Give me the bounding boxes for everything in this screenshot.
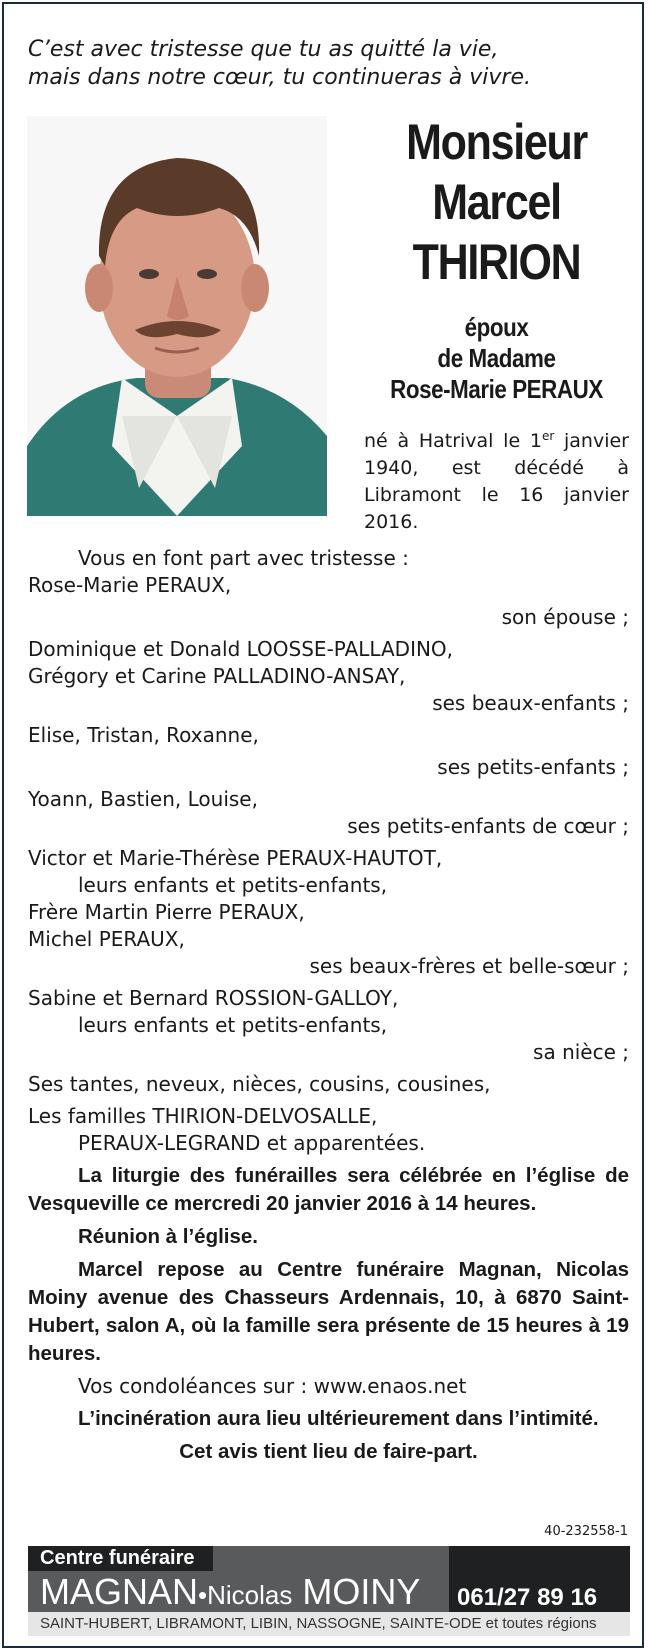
family-line: Yoann, Bastien, Louise, <box>28 787 258 811</box>
relation-line: ses beaux-frères et belle-sœur ; <box>309 954 629 978</box>
obituary-card <box>2 2 644 1648</box>
opening-quote <box>28 36 628 92</box>
meeting-text: Réunion à l’église. <box>78 1225 258 1248</box>
family-line: Elise, Tristan, Roxanne, <box>28 723 259 747</box>
reference-number: 40-232558-1 <box>544 1524 628 1539</box>
family-line: Grégory et Carine PALLADINO-ANSAY, <box>28 664 406 688</box>
relation-line: sa nièce ; <box>533 1040 629 1064</box>
announcement-body <box>28 545 629 1466</box>
spouse-block <box>370 312 624 405</box>
ordinal-suffix: er <box>541 429 555 443</box>
family-line: Michel PERAUX, <box>28 927 185 951</box>
funeral-home-banner <box>28 1546 630 1636</box>
funeral-home-label: Centre funéraire <box>28 1546 213 1571</box>
family-line: leurs enfants et petits-enfants, <box>78 873 388 897</box>
phone-number: 061/27 89 16 <box>457 1584 598 1611</box>
repose-text: Marcel repose au Centre funéraire Magnan, Nicolas Moiny avenue des Chasseurs Ardennais, 10, à 6870 Saint-Hubert, salon A, où la famille sera présente de 15 heures à 19 heures. <box>28 1258 629 1365</box>
deceased-name <box>370 112 624 292</box>
family-line: PERAUX-LEGRAND et apparentées. <box>78 1131 426 1155</box>
birth-death-text <box>364 428 629 536</box>
title-last-name: THIRION <box>412 234 581 290</box>
service-regions: SAINT-HUBERT, LIBRAMONT, LIBIN, NASSOGNE, SAINTE-ODE et toutes régions <box>28 1612 630 1636</box>
notice-text: Cet avis tient lieu de faire-part. <box>179 1440 478 1463</box>
quote-line: mais dans notre cœur, tu continueras à vivre. <box>28 65 531 90</box>
family-line: Ses tantes, neveux, nièces, cousins, cousines, <box>28 1072 491 1096</box>
relation-line: ses petits-enfants ; <box>437 755 629 779</box>
family-line: Dominique et Donald LOOSSE-PALLADINO, <box>28 637 454 661</box>
family-line: leurs enfants et petits-enfants, <box>78 1013 388 1037</box>
spouse-name: Rose-Marie PERAUX <box>390 374 603 404</box>
family-line: Frère Martin Pierre PERAUX, <box>28 900 305 924</box>
relation-line: ses petits-enfants de cœur ; <box>347 814 629 838</box>
name-part: MAGNAN <box>40 1571 199 1612</box>
title-honorific: Monsieur <box>406 114 587 170</box>
name-part: Nicolas <box>207 1580 293 1610</box>
spouse-line: époux <box>464 312 529 342</box>
family-line: Les familles THIRION-DELVOSALLE, <box>28 1104 378 1128</box>
funeral-home-name <box>40 1571 421 1613</box>
family-line: Victor et Marie-Thérèse PERAUX-HAUTOT, <box>28 846 443 870</box>
portrait-photo <box>27 116 327 516</box>
name-part: MOINY <box>302 1571 421 1612</box>
intro-line: Vous en font part avec tristesse : <box>78 546 409 570</box>
liturgy-text: La liturgie des funérailles sera célébrée en l’église de Vesqueville ce mercredi 20 janvier 2016 à 14 heures. <box>28 1164 629 1215</box>
birth-text-rest: janvier 1940, est décédé à Libramont le 16 janvier 2016. <box>364 430 629 533</box>
bullet-separator: • <box>198 1580 208 1610</box>
relation-line: ses beaux-enfants ; <box>432 691 629 715</box>
family-line: Rose-Marie PERAUX, <box>28 573 232 597</box>
spouse-line: de Madame <box>437 343 556 373</box>
condolences-text: Vos condoléances sur : www.enaos.net <box>78 1374 467 1398</box>
relation-line: son épouse ; <box>501 605 629 629</box>
title-first-name: Marcel <box>432 174 561 230</box>
family-line: Sabine et Bernard ROSSION-GALLOY, <box>28 986 399 1010</box>
quote-line: C’est avec tristesse que tu as quitté la vie, <box>28 37 499 62</box>
birth-text: né à Hatrival le 1 <box>364 430 542 452</box>
cremation-text: L’incinération aura lieu ultérieurement dans l’intimité. <box>78 1407 599 1430</box>
